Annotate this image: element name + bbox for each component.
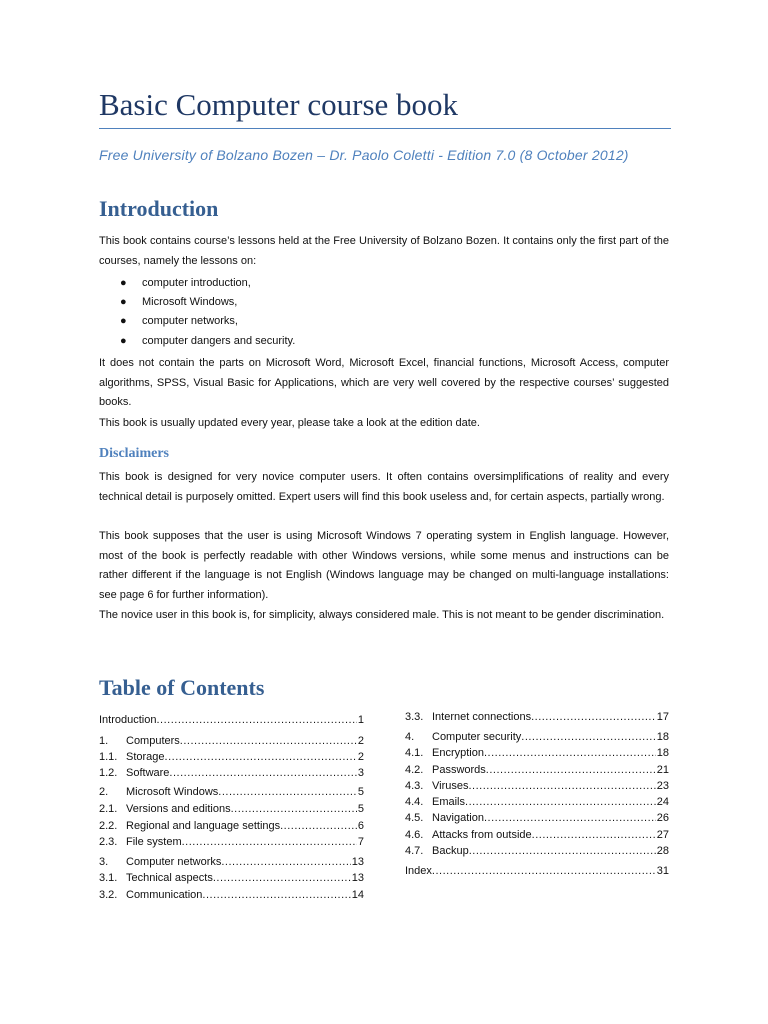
- list-item: ● Microsoft Windows,: [99, 293, 659, 312]
- toc-entry-number: 4.7.: [405, 845, 424, 857]
- toc-entry-page-number: 5: [357, 786, 364, 798]
- toc-dot-leader: [484, 746, 656, 760]
- toc-entry[interactable]: [405, 779, 669, 793]
- toc-entry[interactable]: [99, 802, 364, 816]
- toc-entry-label: Technical aspects: [126, 872, 213, 884]
- toc-entry[interactable]: [99, 734, 364, 748]
- toc-entry-label: Passwords: [432, 764, 486, 776]
- toc-entry-label: Introduction: [99, 714, 157, 726]
- toc-dot-leader: [202, 888, 350, 902]
- bullet-icon: ●: [120, 296, 127, 309]
- toc-entry[interactable]: [405, 730, 669, 744]
- introduction-heading: Introduction: [99, 196, 219, 221]
- toc-entry-number: 2.1.: [99, 803, 118, 815]
- toc-dot-leader: [469, 844, 656, 858]
- toc-entry-label: Navigation: [432, 812, 484, 824]
- document-subtitle: Free University of Bolzano Bozen – Dr. Paolo Coletti - Edition 7.0 (8 October 2012): [99, 147, 629, 163]
- introduction-paragraph-1: This book contains course’s lessons held at the Free University of Bolzano Bozen. It contains only the first part of the courses, namely the lessons on:: [99, 235, 669, 267]
- toc-entry-label: Communication: [126, 889, 203, 901]
- toc-dot-leader: [521, 730, 655, 744]
- toc-dot-leader: [484, 811, 656, 825]
- toc-entry-label: Versions and editions: [126, 803, 231, 815]
- toc-entry-page-number: 21: [656, 764, 669, 776]
- toc-entry-label: Computers: [126, 735, 180, 747]
- toc-entry-page-number: 18: [656, 731, 669, 743]
- toc-entry-page-number: 24: [656, 796, 669, 808]
- toc-dot-leader: [486, 763, 656, 777]
- toc-entry[interactable]: [405, 844, 669, 858]
- toc-entry-number: 3.3.: [405, 711, 424, 723]
- toc-entry-label: Internet connections: [432, 711, 532, 723]
- toc-dot-leader: [231, 802, 357, 816]
- bullet-icon: ●: [120, 334, 127, 347]
- toc-entry-label: Storage: [126, 751, 165, 763]
- toc-entry[interactable]: [405, 864, 669, 878]
- disclaimers-paragraph-1: This book is designed for very novice computer users. It often contains oversimplifications of reality and every technical detail is purposely omitted. Expert users will find this book useless and, for certain aspects, partially wrong.: [99, 471, 669, 503]
- toc-dot-leader: [532, 828, 656, 842]
- disclaimers-paragraph-3: The novice user in this book is, for simplicity, always considered male. This is not meant to be gender discrimination.: [99, 609, 665, 621]
- toc-entry-page-number: 14: [351, 889, 364, 901]
- toc-entry-number: 4.5.: [405, 812, 424, 824]
- introduction-paragraph-3: This book is usually updated every year, please take a look at the edition date.: [99, 417, 480, 429]
- toc-entry-number: 2.: [99, 786, 109, 798]
- toc-entry-page-number: 13: [351, 856, 364, 868]
- toc-entry-page-number: 28: [656, 845, 669, 857]
- toc-entry-page-number: 17: [656, 711, 669, 723]
- toc-entry-number: 2.2.: [99, 820, 118, 832]
- toc-dot-leader: [182, 835, 357, 849]
- toc-entry[interactable]: [405, 811, 669, 825]
- toc-dot-leader: [221, 855, 350, 869]
- toc-entry-label: Viruses: [432, 780, 469, 792]
- toc-entry-number: 1.: [99, 735, 109, 747]
- list-item: ● computer dangers and security.: [99, 332, 659, 351]
- toc-dot-leader: [156, 713, 356, 727]
- toc-entry-label: Microsoft Windows: [126, 786, 219, 798]
- title-divider: [99, 128, 671, 129]
- toc-entry-number: 2.3.: [99, 836, 118, 848]
- list-item: ● computer networks,: [99, 312, 659, 331]
- toc-entry-label: Backup: [432, 845, 469, 857]
- bullet-icon: ●: [120, 277, 127, 289]
- toc-dot-leader: [165, 750, 357, 764]
- toc-entry[interactable]: [99, 855, 364, 869]
- toc-entry-number: 4.: [405, 731, 415, 743]
- list-item: ● computer introduction,: [99, 274, 659, 293]
- toc-entry-page-number: 26: [656, 812, 669, 824]
- toc-entry-label: Attacks from outside: [432, 829, 532, 841]
- toc-dot-leader: [465, 795, 656, 809]
- toc-entry-page-number: 13: [351, 872, 364, 884]
- toc-entry[interactable]: [99, 766, 364, 780]
- toc-entry[interactable]: [99, 835, 364, 849]
- toc-entry-label: Software: [126, 767, 170, 779]
- toc-entry-number: 4.2.: [405, 764, 424, 776]
- toc-entry-page-number: 27: [656, 829, 669, 841]
- introduction-paragraph-2: It does not contain the parts on Microsoft Word, Microsoft Excel, financial functions, Microsoft Access, computer algorithms, SPSS, Visual Basic for Applications, which are very well covered by the respective courses’ suggested books.: [99, 357, 669, 408]
- toc-entry-label: File system: [126, 836, 182, 848]
- toc-entry-number: 3.: [99, 856, 109, 868]
- toc-entry[interactable]: [99, 785, 364, 799]
- toc-dot-leader: [468, 779, 655, 793]
- toc-entry-page-number: 7: [357, 836, 364, 848]
- toc-entry[interactable]: [405, 828, 669, 842]
- toc-entry-number: 4.4.: [405, 796, 424, 808]
- toc-entry[interactable]: [99, 713, 364, 727]
- toc-entry-label: Computer networks: [126, 856, 222, 868]
- toc-dot-leader: [213, 871, 351, 885]
- toc-entry[interactable]: [99, 819, 364, 833]
- toc-entry-page-number: 23: [656, 780, 669, 792]
- toc-entry-page-number: 5: [357, 803, 364, 815]
- toc-entry-label: Encryption: [432, 747, 484, 759]
- toc-entry-page-number: 2: [357, 751, 364, 763]
- toc-entry[interactable]: [99, 888, 364, 902]
- toc-entry-number: 1.1.: [99, 751, 118, 763]
- toc-entry[interactable]: [99, 750, 364, 764]
- toc-dot-leader: [180, 734, 357, 748]
- toc-entry-page-number: 18: [656, 747, 669, 759]
- toc-entry-number: 1.2.: [99, 767, 118, 779]
- toc-entry[interactable]: [99, 871, 364, 885]
- toc-entry[interactable]: [405, 763, 669, 777]
- toc-entry-label: Regional and language settings: [126, 820, 281, 832]
- toc-dot-leader: [218, 785, 357, 799]
- toc-dot-leader: [531, 710, 656, 724]
- toc-entry-number: 4.6.: [405, 829, 424, 841]
- toc-entry-page-number: 1: [357, 714, 364, 726]
- toc-entry-page-number: 6: [357, 820, 364, 832]
- toc-entry-number: 3.2.: [99, 889, 118, 901]
- toc-entry-number: 3.1.: [99, 872, 118, 884]
- toc-entry-page-number: 31: [656, 865, 669, 877]
- toc-entry[interactable]: [405, 710, 669, 724]
- toc-heading: Table of Contents: [99, 675, 265, 700]
- toc-entry-label: Index: [405, 865, 432, 877]
- toc-entry[interactable]: [405, 795, 669, 809]
- toc-entry-number: 4.1.: [405, 747, 424, 759]
- toc-dot-leader: [169, 766, 356, 780]
- toc-dot-leader: [280, 819, 357, 833]
- toc-entry[interactable]: [405, 746, 669, 760]
- toc-entry-page-number: 3: [357, 767, 364, 779]
- disclaimers-heading: Disclaimers: [99, 446, 169, 461]
- disclaimers-paragraph-2: This book supposes that the user is using Microsoft Windows 7 operating system in English language. However, most of the book is perfectly readable with other Windows versions, while some menus and instructions can be rather different if the language is not English (Windows language may be changed on multi-language installations: see page 6 for further information).: [99, 530, 669, 601]
- toc-dot-leader: [432, 864, 656, 878]
- toc-entry-number: 4.3.: [405, 780, 424, 792]
- toc-entry-label: Computer security: [432, 731, 522, 743]
- document-title: Basic Computer course book: [99, 87, 459, 122]
- toc-entry-page-number: 2: [357, 735, 364, 747]
- toc-entry-label: Emails: [432, 796, 466, 808]
- bullet-icon: ●: [120, 315, 127, 328]
- introduction-bullet-list: [99, 274, 659, 351]
